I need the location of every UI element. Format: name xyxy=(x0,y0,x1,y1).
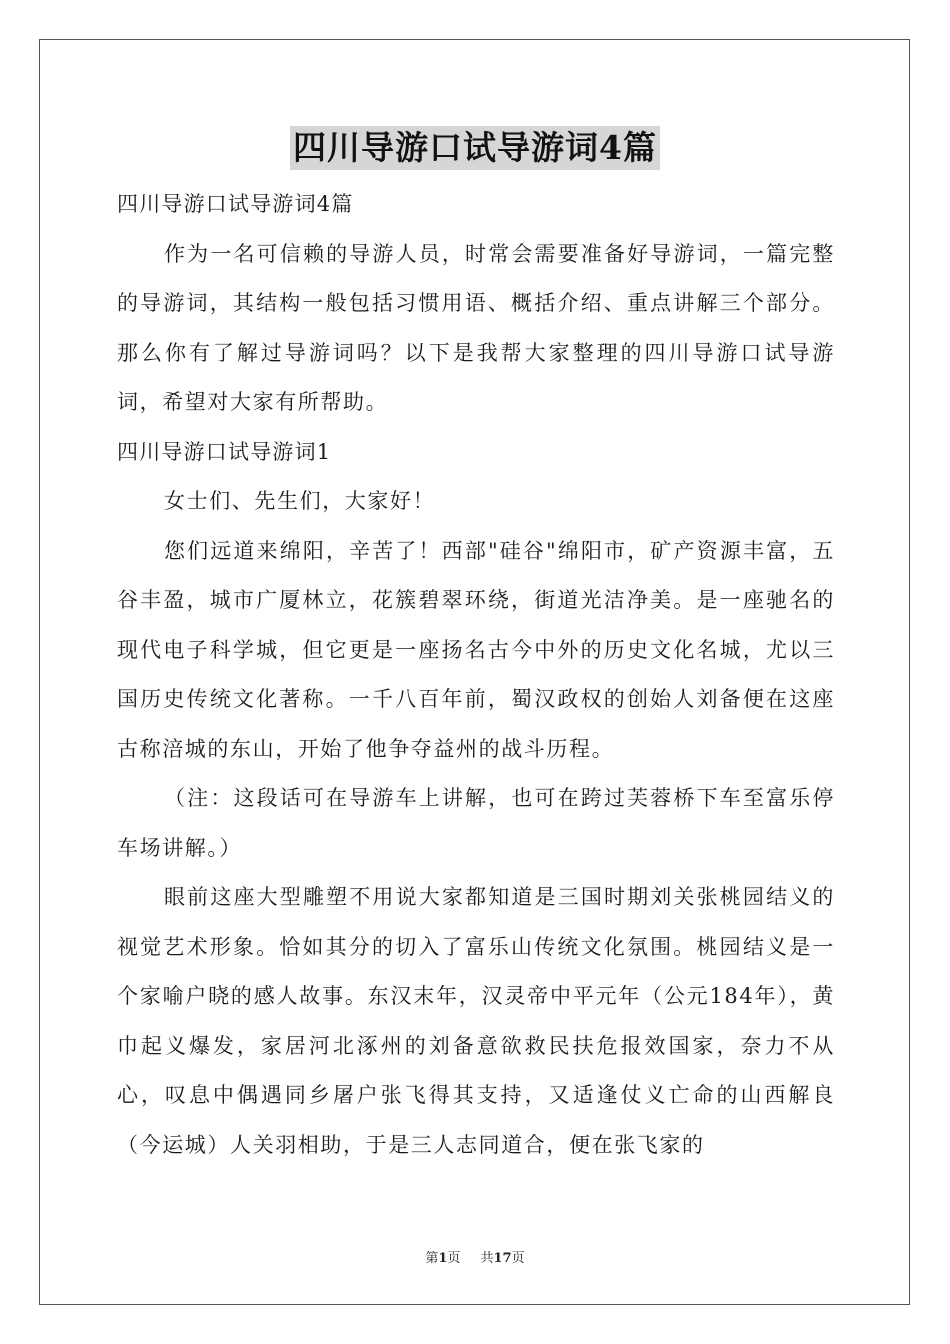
total-label-suffix: 页 xyxy=(511,1251,525,1266)
page-label-suffix: 页 xyxy=(447,1251,461,1266)
total-pages: 17 xyxy=(493,1251,512,1266)
page-label-prefix: 第 xyxy=(425,1251,439,1266)
document-title: 四川导游口试导游词4篇 xyxy=(290,126,660,170)
body-paragraph: 眼前这座大型雕塑不用说大家都知道是三国时期刘关张桃园结义的视觉艺术形象。恰如其分的切入了富乐山传统文化氛围。桃园结义是一个家喻户晓的感人故事。东汉末年，汉灵帝中平元年（公元184年），黄巾起义爆发，家居河北涿州的刘备意欲救民扶危报效国家，奈力不从心，叹息中偶遇同乡屠户张飞得其支持，又适逢仗义亡命的山西解良（今运城）人关羽相助，于是三人志同道合，便在张飞家的 xyxy=(117,885,835,1157)
total-label-prefix: 共 xyxy=(480,1251,494,1266)
note-paragraph: （注：这段话可在导游车上讲解，也可在跨过芙蓉桥下车至富乐停车场讲解。） xyxy=(117,786,835,860)
document-body xyxy=(117,180,835,1170)
title-container xyxy=(0,126,950,170)
section-heading: 四川导游口试导游词1 xyxy=(117,439,332,464)
greeting-paragraph: 女士们、先生们，大家好！ xyxy=(164,489,436,513)
body-paragraph: 您们远道来绵阳，辛苦了！西部"硅谷"绵阳市，矿产资源丰富，五谷丰盈，城市广厦林立，花簇碧翠环绕，街道光洁净美。是一座驰名的现代电子科学城，但它更是一座扬名古今中外的历史文化名城，尤以三国历史传统文化著称。一千八百年前，蜀汉政权的创始人刘备便在这座古称涪城的东山，开始了他争夺益州的战斗历程。 xyxy=(117,538,835,761)
page-footer xyxy=(0,1247,950,1266)
page-number: 1 xyxy=(438,1251,448,1266)
subtitle-line: 四川导游口试导游词4篇 xyxy=(117,192,354,216)
intro-paragraph: 作为一名可信赖的导游人员，时常会需要准备好导游词，一篇完整的导游词，其结构一般包括习惯用语、概括介绍、重点讲解三个部分。那么你有了解过导游词吗？以下是我帮大家整理的四川导游口试导游词，希望对大家有所帮助。 xyxy=(117,241,835,414)
